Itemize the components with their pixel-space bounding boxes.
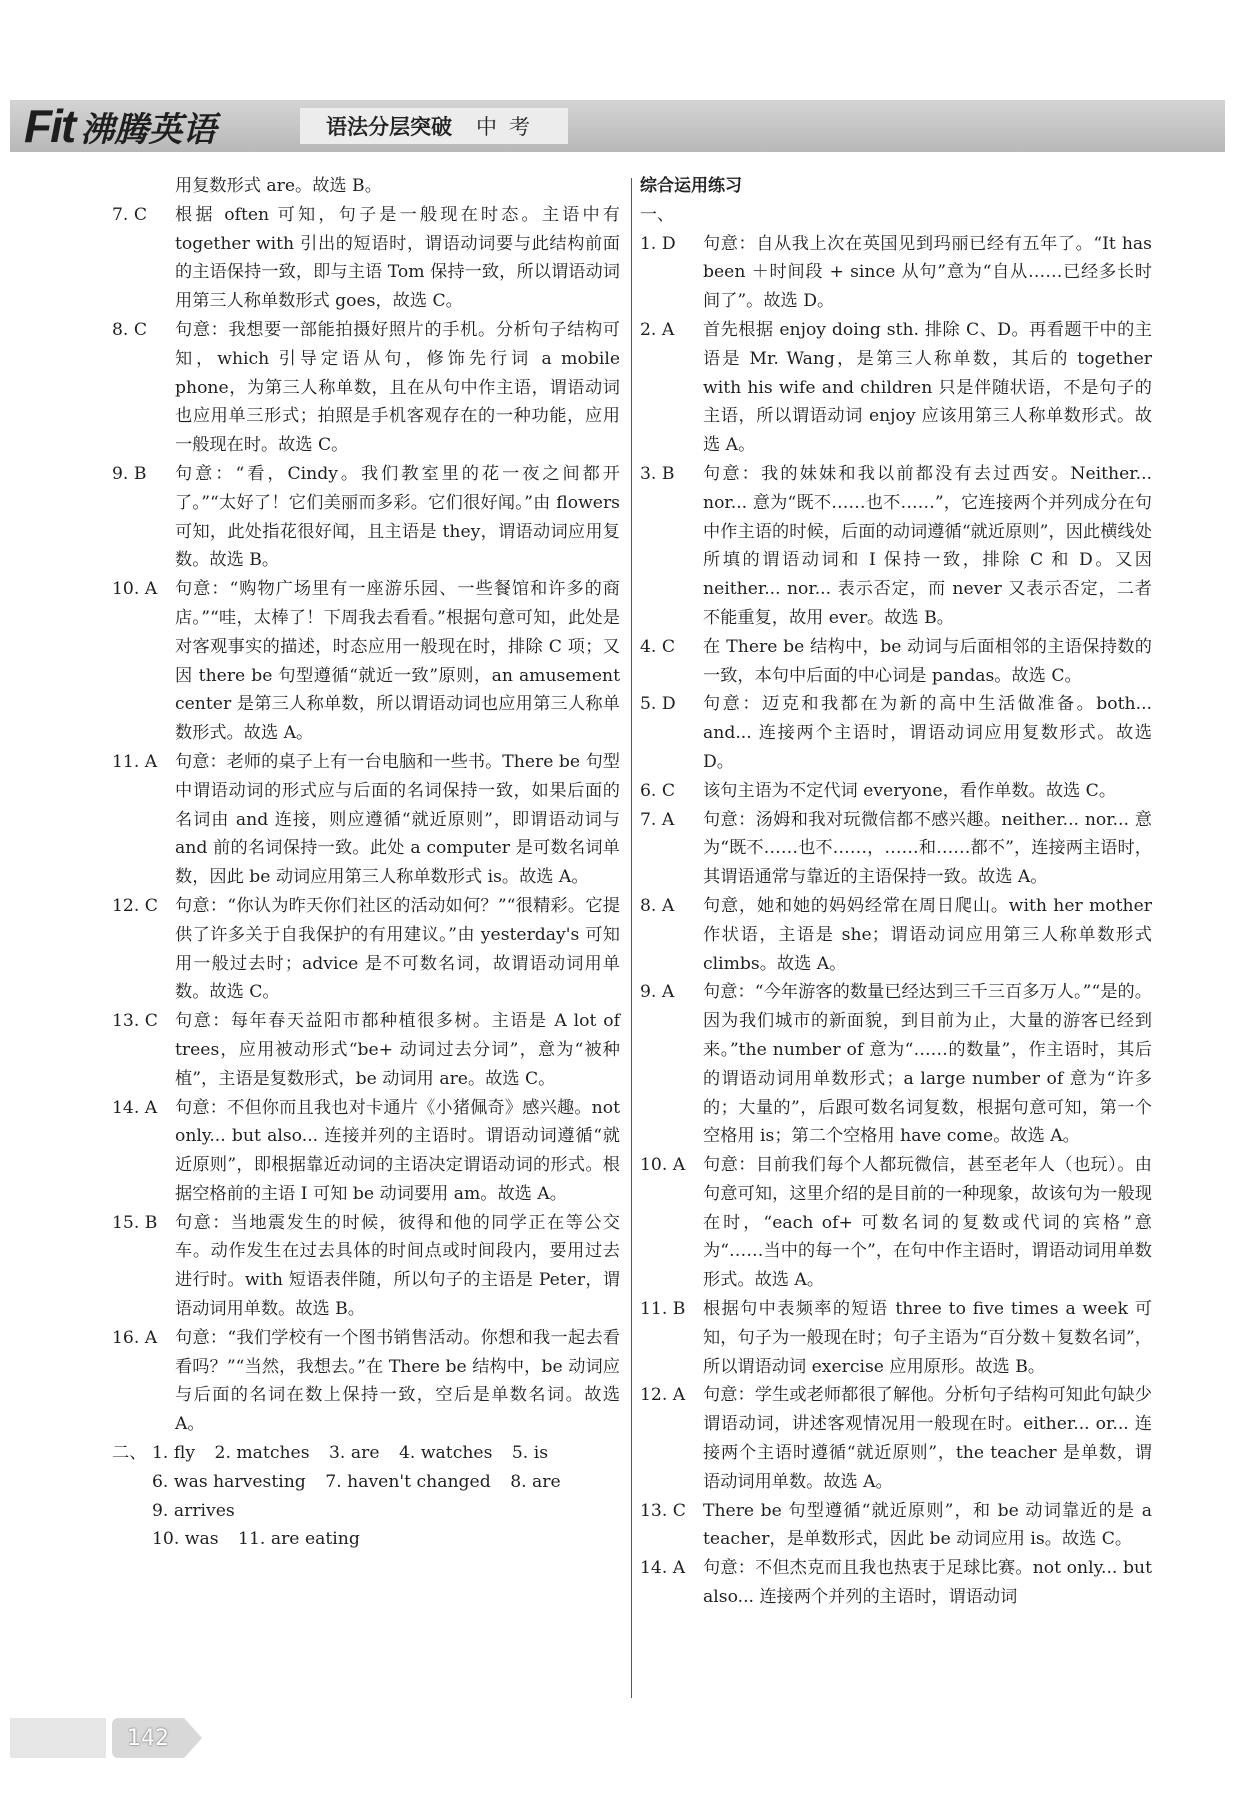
answer-explanation: 句意：“今年游客的数量已经达到三千三百多万人。”“是的。因为我们城市的新面貌，到目前为止，大量的游客已经到来。”the number of 意为“……的数量”，作主语时，其后的谓语动词用单数形式；a large number of 意为“许多的；大量的”，后跟可数名词复数，根据句意可知，第一个空格用 is；第二个空格用 have come。故选 A。 [703, 982, 1152, 1147]
answer-explanation: 句意：“我们学校有一个图书销售活动。你想和我一起去看看吗？”“当然，我想去。”在 There be 结构中，be 动词应与后面的名词在数上保持一致，空后是单数名词。故选 A。 [175, 1327, 620, 1435]
fill-answer: 1. fly [152, 1443, 196, 1464]
answer-entry [112, 748, 620, 892]
answer-entry [640, 806, 1152, 892]
answer-entry [640, 1295, 1152, 1381]
answer-number: 3. B [640, 463, 675, 484]
fill-answer: 11. are eating [238, 1529, 360, 1550]
answer-entry [640, 230, 1152, 316]
answer-entry [640, 690, 1152, 776]
answer-entry [112, 1094, 620, 1209]
column-divider [631, 178, 632, 1698]
answer-number: 14. A [640, 1558, 686, 1579]
answer-number: 13. C [112, 1011, 158, 1032]
answer-explanation: 句意：每年春天益阳市都种植很多树。主语是 A lot of trees，应用被动形式“be+ 动词过去分词”，意为“被种植”，主语是复数形式，be 动词用 are。故选 C。 [175, 1011, 620, 1089]
answer-entry [112, 201, 620, 316]
answer-explanation: 根据 often 可知，句子是一般现在时态。主语中有 together with 引出的短语时，谓语动词要与此结构前面的主语保持一致，即与主语 Tom 保持一致，所以谓语动词用第三人称单数形式 goes，故选 C。 [175, 204, 620, 312]
fill-answer: 7. haven't changed [325, 1471, 491, 1492]
answer-explanation: 句意：“购物广场里有一座游乐园、一些餐馆和许多的商店。”“哇，太棒了！下周我去看看。”根据句意可知，此处是对客观事实的描述，时态应用一般现在时，排除 C 项；又因 there be 句型遵循“就近一致”原则，an amusement center 是第三人称单数，所以谓语动词也应用第三人称单数形式。故选 A。 [175, 579, 620, 744]
answer-number: 10. A [640, 1155, 686, 1176]
answer-explanation: 句意：迈克和我都在为新的高中生活做准备。both... and... 连接两个主语时，谓语动词应用复数形式。故选 D。 [703, 694, 1152, 772]
answer-explanation: 句意：我的妹妹和我以前都没有去过西安。Neither... nor... 意为“既不……也不……”，它连接两个并列成分在句中作主语的时候，后面的动词遵循“就近原则”，因此横线处所填的谓语动词和 I 保持一致，排除 C 和 D。又因 neither... nor... 表示否定，而 never 又表示否定，二者不能重复，故用 ever。故选 B。 [703, 463, 1152, 628]
page-tab-bar [10, 1718, 106, 1758]
answer-number: 4. C [640, 636, 676, 657]
answer-number: 5. D [640, 694, 676, 715]
answer-entry [640, 777, 1152, 806]
right-column [640, 172, 1152, 1612]
answer-explanation: 句意：不但你而且我也对卡通片《小猪佩奇》感兴趣。not only... but also... 连接并列的主语时。谓语动词遵循“就近原则”，即根据靠近动词的主语决定谓语动词的形式。根据空格前的主语 I 可知 be 动词要用 am。故选 A。 [175, 1097, 620, 1204]
answer-number: 15. B [112, 1212, 158, 1233]
page-number: 142 [112, 1718, 184, 1758]
level-text: 中考 [476, 115, 542, 139]
left-column [112, 172, 620, 1554]
fill-answer: 9. arrives [152, 1500, 235, 1521]
fill-answer: 8. are [510, 1471, 561, 1492]
answer-entry [640, 1497, 1152, 1555]
fill-answer: 3. are [329, 1443, 380, 1464]
answer-number: 6. C [640, 780, 676, 801]
answer-number: 13. C [640, 1500, 686, 1521]
answer-entry [112, 1007, 620, 1093]
answer-entry [640, 460, 1152, 633]
answer-number: 16. A [112, 1327, 158, 1348]
fill-answer: 10. was [152, 1529, 219, 1550]
answer-number: 12. A [640, 1385, 686, 1406]
answer-entry [640, 978, 1152, 1151]
answer-number: 2. A [640, 319, 675, 340]
answer-number: 12. C [112, 895, 158, 916]
fill-answer: 6. was harvesting [152, 1471, 306, 1492]
fill-answer: 5. is [511, 1443, 549, 1464]
section-title: 综合运用练习 [640, 176, 742, 196]
page-header [10, 100, 1225, 152]
answer-entry [640, 633, 1152, 691]
answer-explanation: 句意：自从我上次在英国见到玛丽已经有五年了。“It has been ＋时间段 + since 从句”意为“自从……已经多长时间了”。故选 D。 [703, 233, 1152, 312]
brand-logo [24, 100, 216, 152]
answer-explanation: 首先根据 enjoy doing sth. 排除 C、D。再看题干中的主语是 Mr. Wang，是第三人称单数，其后的 together with his wife and children 只是伴随状语，不是句子的主语，所以谓语动词 enjoy 应该用第三人称单数形式。故选 A。 [703, 319, 1152, 456]
fill-answer: 4. watches [398, 1443, 493, 1464]
answer-entry [112, 892, 620, 1007]
answer-number: 7. A [640, 809, 675, 830]
answer-explanation: There be 句型遵循“就近原则”，和 be 动词靠近的是 a teacher，是单数形式，因此 be 动词应用 is。故选 C。 [703, 1500, 1152, 1550]
answer-explanation: 句意：“看，Cindy。我们教室里的花一夜之间都开了。”“太好了！它们美丽而多彩。它们很好闻。”由 flowers 可知，此处指花很好闻，且主语是 they，谓语动词应用复数。故选 B。 [175, 463, 620, 571]
logo-fit: Fit [24, 100, 75, 152]
answer-entry [640, 892, 1152, 978]
fill-row [152, 1525, 620, 1554]
subtitle-text: 语法分层突破 [326, 115, 452, 139]
fill-row [152, 1439, 620, 1468]
answer-number: 14. A [112, 1097, 158, 1118]
answer-explanation: 该句主语为不定代词 everyone，看作单数。故选 C。 [703, 780, 1117, 801]
answer-number: 9. A [640, 982, 675, 1003]
answer-number: 11. B [640, 1299, 686, 1320]
answer-explanation: 根据句中表频率的短语 three to five times a week 可知，句子为一般现在时；句子主语为“百分数＋复数名词”，所以谓语动词 exercise 应用原形。故选 B。 [703, 1299, 1152, 1377]
answer-explanation: 在 There be 结构中，be 动词与后面相邻的主语保持数的一致，本句中后面的中心词是 pandas。故选 C。 [703, 636, 1152, 686]
answer-number: 1. D [640, 233, 676, 254]
answer-entry [112, 460, 620, 575]
answer-number: 8. A [640, 895, 675, 916]
answer-entry [112, 1209, 620, 1324]
answer-explanation: 句意：老师的桌子上有一台电脑和一些书。There be 句型中谓语动词的形式应与后面的名词保持一致，如果后面的名词由 and 连接，则应遵循“就近原则”，即谓语动词与 and 前的名词保持一致。此处 a computer 是可数名词单数，因此 be 动词应用第三人称单数形式 is。故选 A。 [175, 751, 620, 888]
fill-row [152, 1468, 620, 1526]
answer-explanation: 句意：当地震发生的时候，彼得和他的同学正在等公交车。动作发生在过去具体的时间点或时间段内，要用过去进行时。with 短语表伴随，所以句子的主语是 Peter，谓语动词用单数。故选 B。 [175, 1212, 620, 1320]
answer-explanation: 句意：不但杰克而且我也热衷于足球比赛。not only... but also... 连接两个并列的主语时，谓语动词 [703, 1558, 1152, 1608]
answer-entry [112, 316, 620, 460]
answer-explanation: 句意：学生或老师都很了解他。分析句子结构可知此句缺少谓语动词，讲述客观情况用一般现在时。either... or... 连接两个主语时遵循“就近原则”，the teacher 是单数，谓语动词用单数。故选 A。 [703, 1385, 1152, 1492]
answer-number: 8. C [112, 319, 148, 340]
continued-text: 用复数形式 are。故选 B。 [175, 176, 382, 196]
logo-brand: 沸腾英语 [80, 110, 217, 149]
answer-entry [640, 316, 1152, 460]
fill-answer: 2. matches [214, 1443, 310, 1464]
answer-explanation: 句意：“你认为昨天你们社区的活动如何？”“很精彩。它提供了许多关于自我保护的有用建议。”由 yesterday's 可知用一般过去时；advice 是不可数名词，故谓语动词用单数。故选 C。 [175, 895, 620, 1003]
fill-blank-answers [112, 1439, 620, 1554]
answer-entry [640, 1151, 1152, 1295]
answer-explanation: 句意，她和她的妈妈经常在周日爬山。with her mother 作状语，主语是 she；谓语动词应用第三人称单数形式 climbs。故选 A。 [703, 895, 1152, 974]
answer-entry [640, 1381, 1152, 1496]
book-subtitle [300, 108, 568, 144]
answer-number: 11. A [112, 751, 158, 772]
fill-section-label: 二、 [112, 1443, 147, 1464]
answer-explanation: 句意：汤姆和我对玩微信都不感兴趣。neither... nor... 意为“既不……也不……，……和……都不”，连接两主语时，其谓语通常与靠近的主语保持一致。故选 A。 [703, 809, 1152, 888]
answer-entry [640, 1554, 1152, 1612]
answer-number: 9. B [112, 463, 147, 484]
answer-number: 7. C [112, 204, 148, 225]
answer-entry [112, 1324, 620, 1439]
answer-number: 10. A [112, 579, 158, 600]
answer-explanation: 句意：我想要一部能拍摄好照片的手机。分析句子结构可知，which 引导定语从句，修饰先行词 a mobile phone，为第三人称单数，且在从句中作主语，谓语动词也应用单三形式；拍照是手机客观存在的一种功能，应用一般现在时。故选 C。 [175, 319, 620, 456]
answer-explanation: 句意：目前我们每个人都玩微信，甚至老年人（也玩）。由句意可知，这里介绍的是目前的一种现象，故该句为一般现在时，“each of+ 可数名词的复数或代词的宾格”意为“……当中的每一个”，在句中作主语时，谓语动词用单数形式。故选 A。 [703, 1155, 1152, 1291]
section-mark: 一、 [640, 204, 674, 225]
answer-entry [112, 575, 620, 748]
